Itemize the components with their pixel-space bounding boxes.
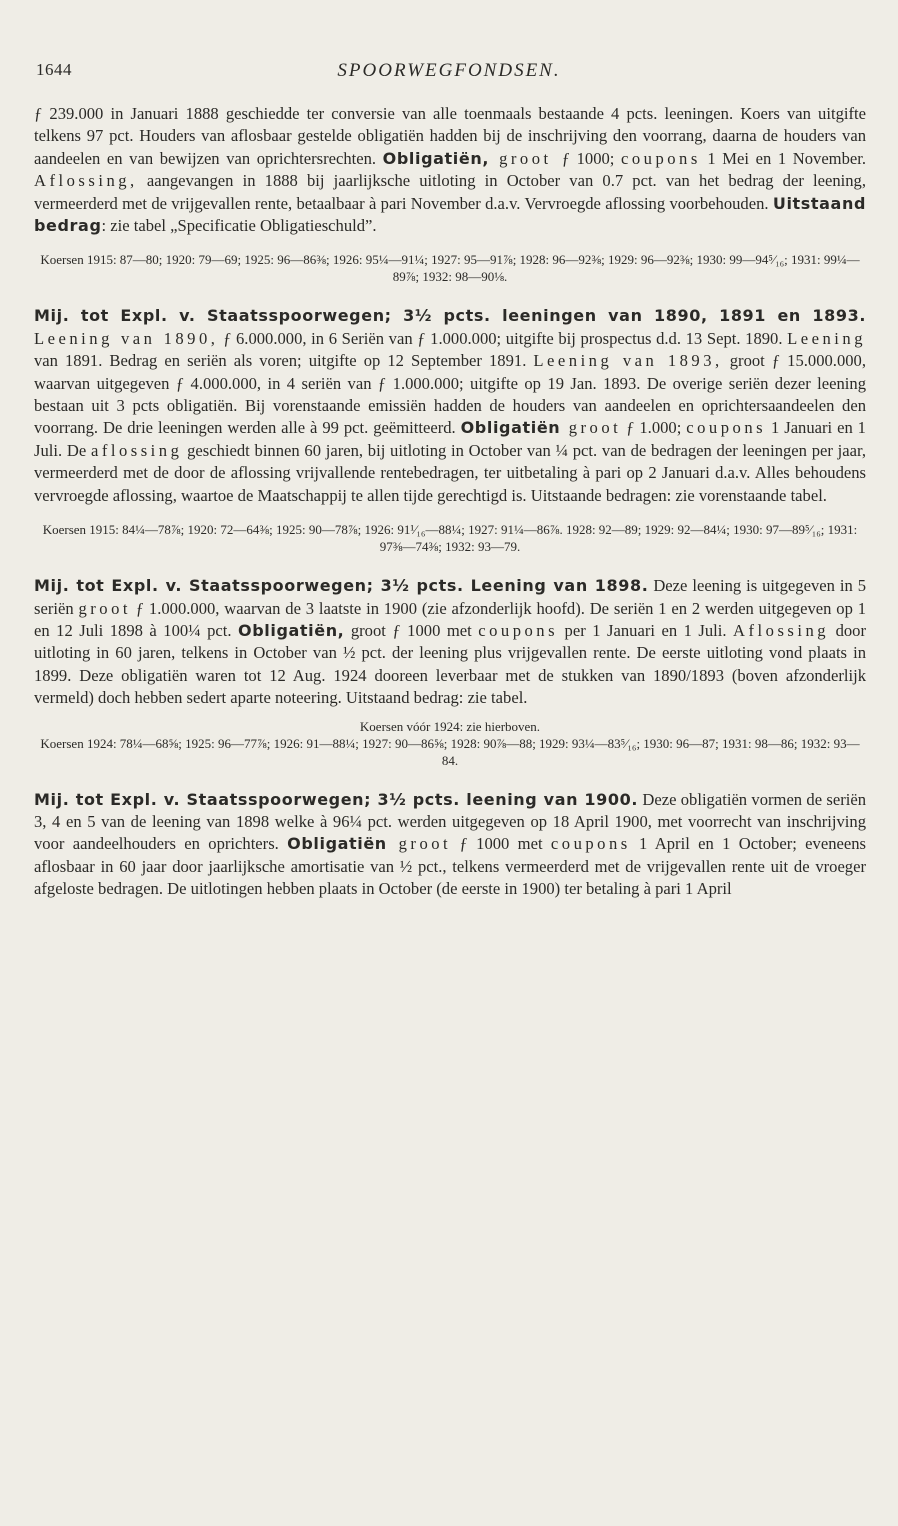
running-title: SPOORWEGFONDSEN. — [337, 60, 561, 81]
intro-paragraph — [34, 103, 866, 237]
section-1900-paragraph — [34, 789, 866, 901]
term-leening: Leening — [787, 328, 866, 348]
term-groot: groot — [78, 598, 131, 618]
koersen-line: Koersen vóór 1924: zie hierboven. — [359, 718, 541, 734]
term-obligatien: Obligatiën — [287, 834, 387, 854]
text-run: geschiedt binnen 60 jaren, bij uitloting in October van ¼ pct. van de bedragen der leeningen per jaar, vermeerderd met de door de aflossing vrijvallende rentebedragen, ter uitbetaling à pari op 2 Januari d.a.v. Alles behoudens vervroegde aflossing, waartoe de Maatschappij te allen tijde gerechtigd is. Uitstaande bedragen: zie vorenstaande tabel. — [34, 440, 866, 505]
body-text — [34, 103, 866, 901]
text-run: van 1891. Bedrag en seriën als voren; uitgifte op 12 September 1891. — [34, 351, 534, 371]
term-coupons: coupons — [550, 834, 631, 854]
section-1898-paragraph — [34, 575, 866, 709]
text-run: ƒ 1000; — [561, 148, 621, 168]
term-coupons: coupons — [621, 148, 701, 168]
term-leening: Leening van 1893, — [533, 351, 723, 371]
term-obligatien: Obligatiën — [460, 418, 561, 438]
term-groot: groot — [386, 834, 452, 854]
text-run: ƒ 1.000; — [621, 418, 687, 438]
text-run: door uitloting in 60 jaren, telkens in October van ½ pct. der leening plus vrijgevallen rente. De eerste uitloting vond plaats in 1899. Deze obligatiën waren tot 12 Aug. 1924 dooreen leverbaar met de stukken van 1890/1893 (boven afzonderlijk vermeld) doch hebben sedert aparte noteering. Uitstaand bedrag: zie tabel. — [34, 620, 866, 708]
term-groot: groot — [560, 418, 622, 438]
text-run: aangevangen in 1888 bij jaarlijksche uitloting in October van 0.7 pct. van het bedrag der leening, vermeerderd met de vrijgevallen rente, betaalbaar à pari November d.a.v. Vervroegde aflossing voorbehouden. — [34, 171, 866, 213]
text-run: ƒ 6.000.000, in 6 Seriën van ƒ 1.000.000; uitgifte bij prospectus d.d. 13 Sept. 1890. — [218, 328, 788, 348]
term-leening: Leening van 1890, — [34, 328, 219, 348]
text-run: ƒ 1000 met — [451, 834, 551, 854]
koersen-line: Koersen 1924: 78¼—68⅝; 1925: 96—77⅞; 1926: 91—88¼; 1927: 90—86⅝; 1928: 90⅞—88; 1929: 93¼—83⁵⁄₁₆; 1930: 96—87; 1931: 98—86; 1932: 93—84. — [40, 735, 860, 768]
section-heading: Mij. tot Expl. v. Staatsspoorwegen; 3½ pcts. Leening van 1898. — [34, 576, 649, 596]
section-heading: Mij. tot Expl. v. Staatsspoorwegen; 3½ pcts. leeningen van 1890, 1891 en 1893. — [34, 306, 866, 326]
term-aflossing: Aflossing, — [34, 171, 138, 191]
koersen-line: Koersen 1915: 87—80; 1920: 79—69; 1925: 96—86⅜; 1926: 95¼—91¼; 1927: 95—91⅞; 1928: 96—92⅜; 1929: 96—92⅜; 1930: 99—94⁵⁄₁₆; 1931: 99¼—89⅞; 1932: 98—90⅛. — [40, 252, 860, 285]
text-run: 1 Januari en 1 Juli. De — [34, 418, 866, 460]
term-obligatien: Obligatiën, — [382, 148, 489, 168]
term-obligatien: Obligatiën, — [238, 620, 345, 640]
text-run: 1 Mei en 1 November. — [700, 148, 867, 168]
text-run: groot ƒ 1000 met — [344, 620, 479, 640]
text-run: per 1 Januari en 1 Juli. — [558, 620, 734, 640]
page-header — [0, 60, 898, 90]
text-run: ƒ 239.000 in Januari 1888 geschiedde ter conversie van alle toenmaals bestaande 4 pcts. leeningen. Koers van uitgifte telkens 97 pct. Houders van aflosbaar gestelde obligatiën hadden bij de inschrijving den voorrang, daarna de houders van aandeelen en van bewijzen van oprichtersrechten. — [34, 104, 866, 168]
text-run: : zie tabel „Specificatie Obligatieschuld”. — [101, 216, 377, 236]
section-1890-paragraph — [34, 305, 866, 507]
term-coupons: coupons — [686, 418, 767, 438]
term-aflossing: aflossing — [90, 440, 183, 460]
term-groot: groot — [489, 148, 562, 168]
term-aflossing: Aflossing — [733, 620, 830, 640]
page-number: 1644 — [36, 60, 72, 79]
term-coupons: coupons — [478, 620, 559, 640]
text-run: groot ƒ 15.000.000, waarvan uitgegeven ƒ 4.000.000, in 4 seriën van ƒ 1.000.000; uitgifte op 19 Jan. 1893. De overige seriën dezer leening bestaan uit 3 pcts obligatiën. Bij vorenstaande emissiën hadden de houders van aandeelen en oprichtersaandeelen den voorrang. De drie leeningen werden alle à 99 pct. geëmitteerd. — [34, 351, 866, 438]
text-run: Deze obligatiën vormen de seriën 3, 4 en 5 van de leening van 1898 welke à 96¼ pct. werden uitgegeven op 18 April 1900, met voorrecht van inschrijving voor aandeelhouders en oprichters. — [34, 789, 867, 854]
text-run: Deze leening is uitgegeven in 5 seriën — [34, 576, 866, 618]
text-run: 1 April en 1 October; eveneens aflosbaar in 60 jaar door jaarlijksche amortisatie van ½ pct., telkens vermeerderd met de vrijgevallen rente uit de vroeger afgeloste bedragen. De uitlotingen hebben plaats in October (de eerste in 1900) ter betaling à pari 1 April — [34, 834, 866, 899]
koersen-line: Koersen 1915: 84¼—78⅞; 1920: 72—64⅜; 1925: 90—78⅞; 1926: 91¹⁄₁₆—88¼; 1927: 91¼—86⅞. 1928: 92—89; 1929: 92—84¼; 1930: 97—89⁵⁄₁₆; 1931: 97⅜—74⅜; 1932: 93—79. — [42, 522, 858, 555]
section-heading: Mij. tot Expl. v. Staatsspoorwegen; 3½ pcts. leening van 1900. — [34, 789, 639, 809]
term-uitstaand-bedrag: Uitstaand bedrag — [34, 193, 866, 236]
text-run: ƒ 1.000.000, waarvan de 3 laatste in 1900 (zie afzonderlijk hoofd). De seriën 1 en 2 werden uitgegeven op 1 en 12 Juli 1898 à 100¼ pct. — [34, 598, 867, 640]
